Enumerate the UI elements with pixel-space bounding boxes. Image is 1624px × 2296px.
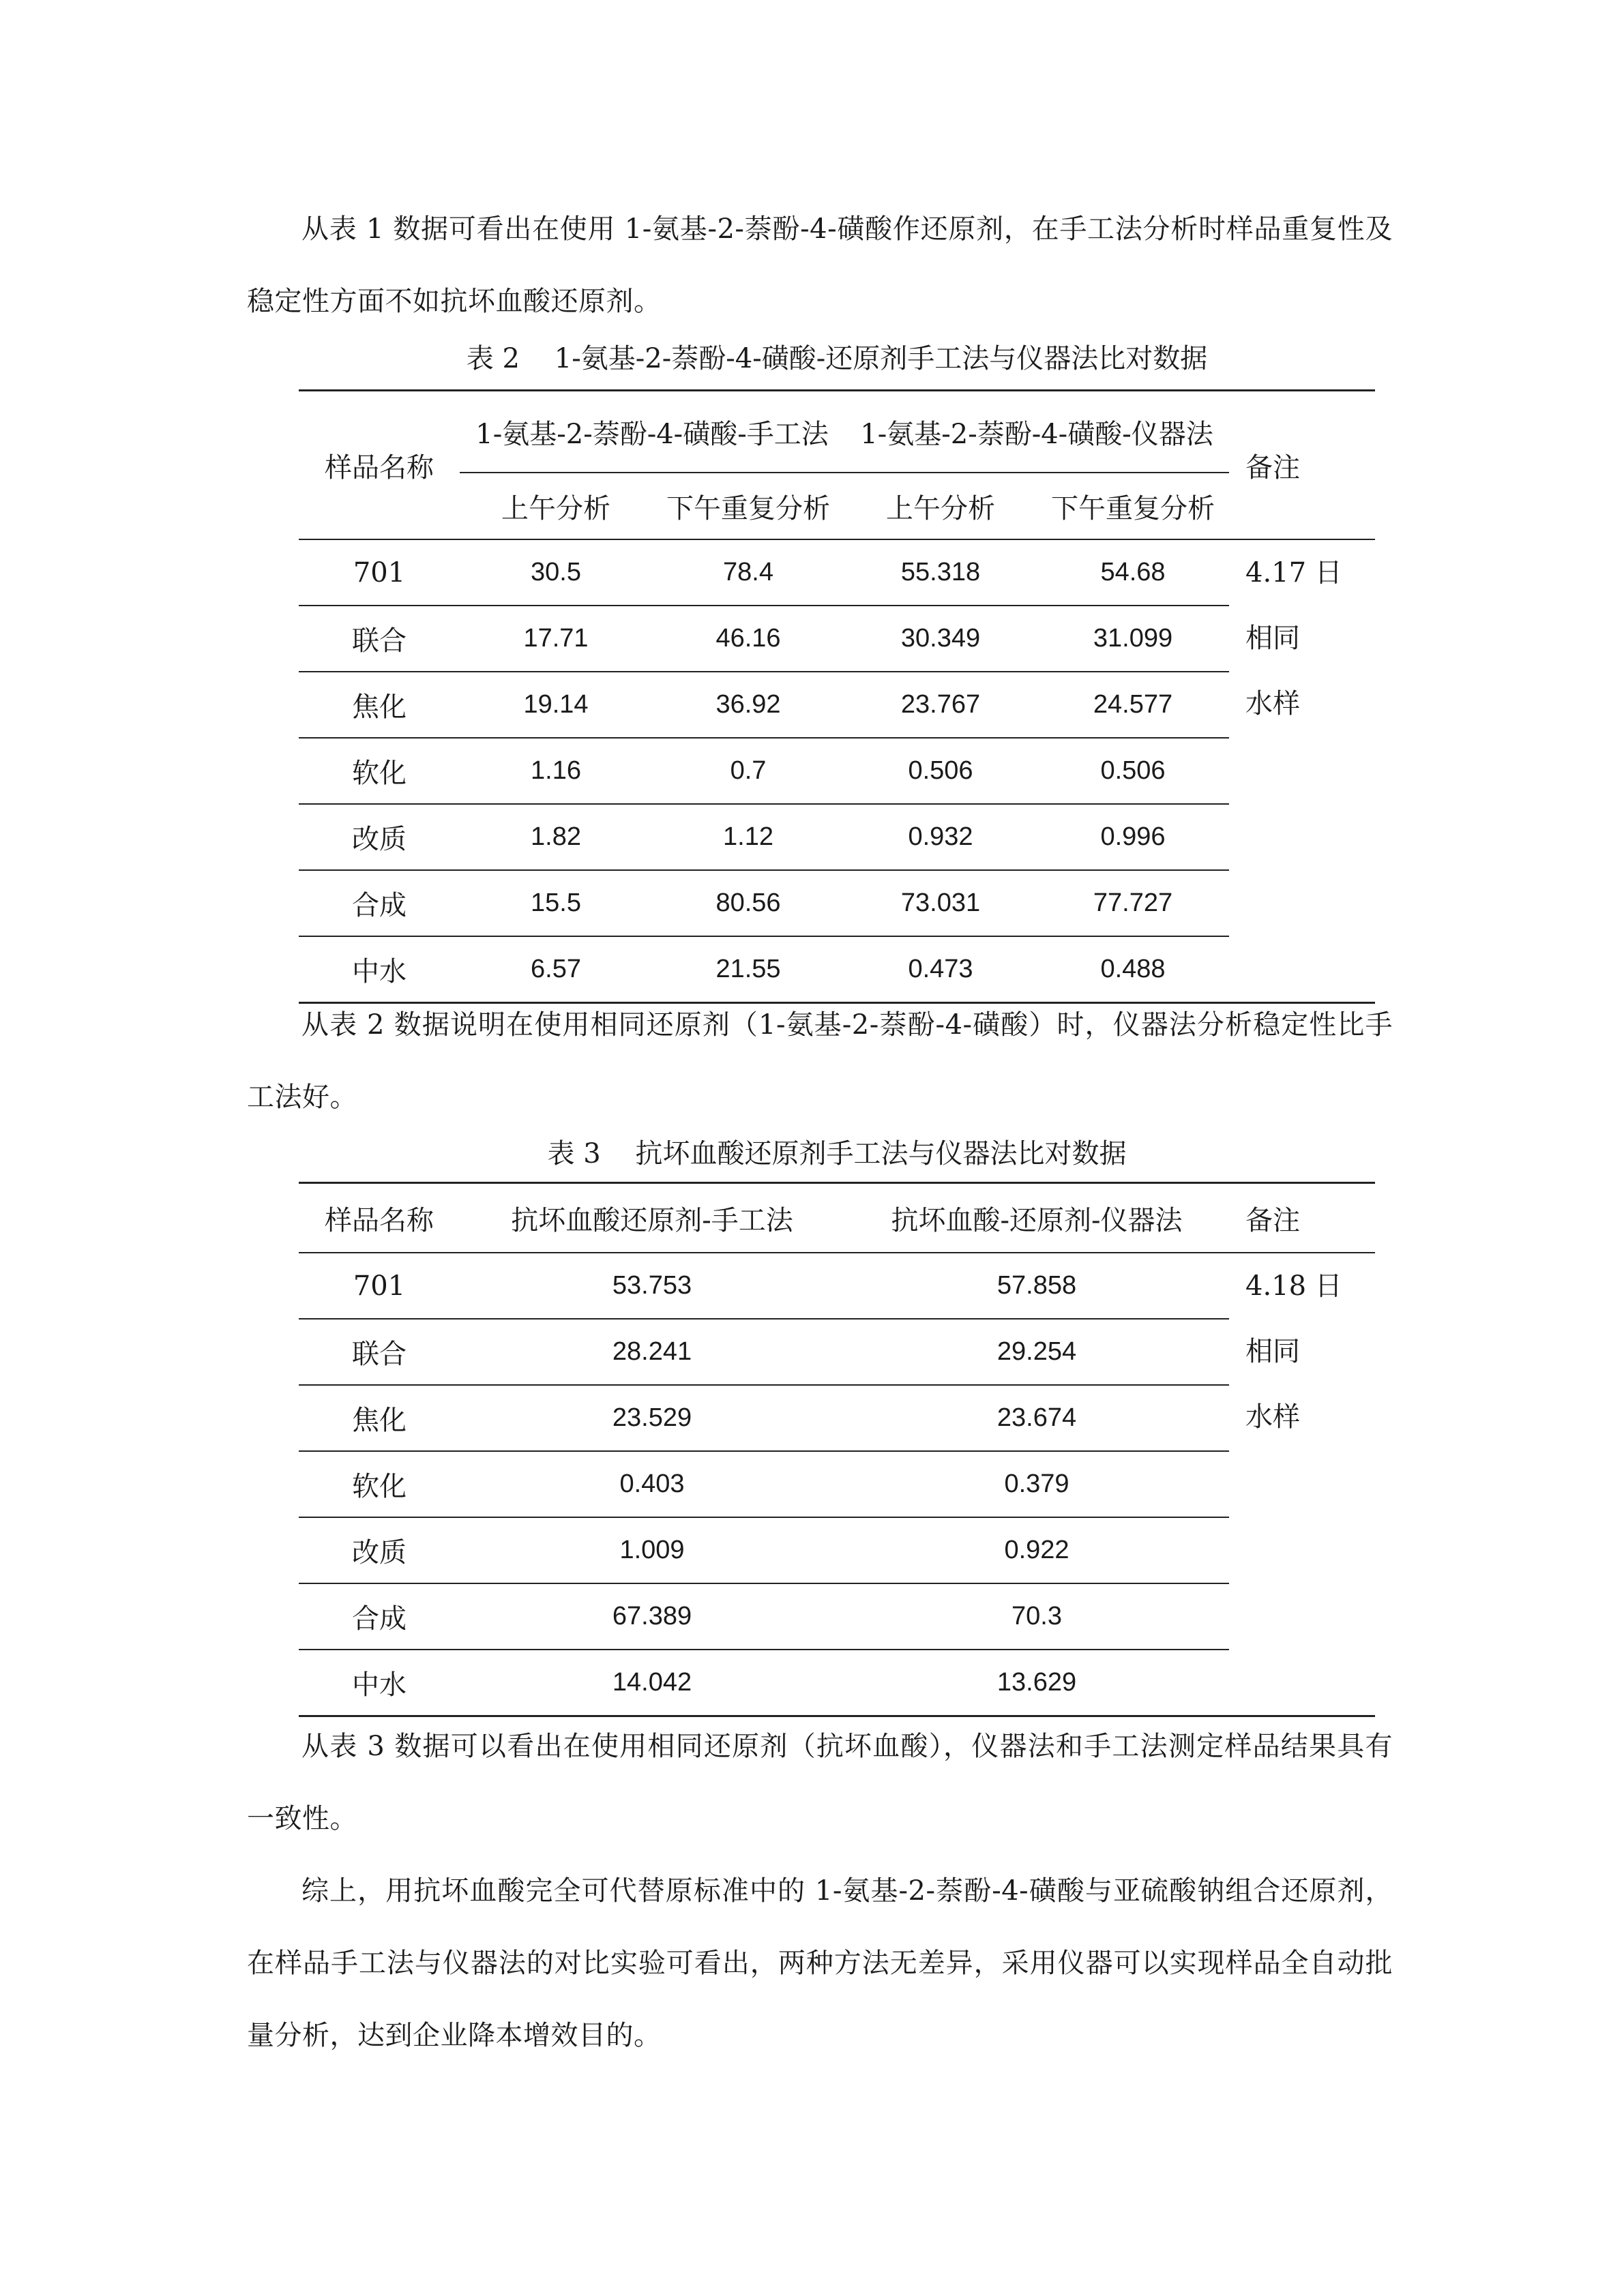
instrument-morning-value: 55.318 <box>844 539 1037 606</box>
instrument-value: 0.379 <box>844 1451 1229 1517</box>
table2-caption: 表 2 1-氨基-2-萘酚-4-磺酸-还原剂手工法与仪器法比对数据 <box>466 343 1208 374</box>
sample-name: 软化 <box>299 1451 460 1517</box>
table-row <box>299 606 1375 672</box>
sample-name: 焦化 <box>299 1385 460 1451</box>
manual-afternoon-value: 78.4 <box>652 539 844 606</box>
instrument-morning-value: 0.932 <box>844 804 1037 870</box>
remark-line: 4.17 日 <box>1245 557 1342 588</box>
instrument-value: 23.674 <box>844 1385 1229 1451</box>
sample-name: 联合 <box>299 606 460 672</box>
instrument-value: 57.858 <box>844 1253 1229 1319</box>
table-row <box>299 1385 1375 1451</box>
table2-header-sample: 样品名称 <box>299 391 460 540</box>
instrument-afternoon-value: 24.577 <box>1037 672 1229 738</box>
remark-line: 相同 <box>1245 623 1300 654</box>
table-row <box>299 672 1375 738</box>
manual-morning-value: 30.5 <box>460 539 652 606</box>
manual-morning-value: 19.14 <box>460 672 652 738</box>
paragraph-table3-conclusion: 从表 3 数据可以看出在使用相同还原剂（抗坏血酸），仪器法和手工法测定样品结果具有一致性。 <box>247 1731 1393 1834</box>
table2-header-instrument-group: 1-氨基-2-萘酚-4-磺酸-仪器法 <box>844 391 1229 473</box>
sample-name: 701 <box>299 1253 460 1319</box>
table2-remark-cell <box>1229 539 1375 1003</box>
remark-line: 水样 <box>1245 1401 1300 1433</box>
table2-header-instrument-afternoon: 下午重复分析 <box>1037 473 1229 539</box>
sample-name: 软化 <box>299 738 460 804</box>
table-row <box>299 870 1375 936</box>
instrument-morning-value: 0.473 <box>908 955 973 983</box>
manual-value: 23.529 <box>460 1385 844 1451</box>
table-row <box>299 1650 1375 1716</box>
instrument-value: 13.629 <box>996 1668 1077 1697</box>
paragraph-table2-conclusion: 从表 2 数据说明在使用相同还原剂（1-氨基-2-萘酚-4-磺酸）时，仪器法分析稳定性比手工法好。 <box>247 1009 1393 1113</box>
table-row <box>299 1451 1375 1517</box>
instrument-afternoon-value: 31.099 <box>1037 606 1229 672</box>
manual-afternoon-value: 36.92 <box>652 672 844 738</box>
table-row <box>299 1583 1375 1650</box>
table-row <box>299 738 1375 804</box>
instrument-value: 29.254 <box>844 1319 1229 1385</box>
manual-morning-value: 1.16 <box>460 738 652 804</box>
table2-header-manual-morning: 上午分析 <box>460 473 652 539</box>
table3-header-manual: 抗坏血酸还原剂-手工法 <box>460 1183 844 1253</box>
instrument-morning-value: 73.031 <box>844 870 1037 936</box>
manual-afternoon-value: 0.7 <box>652 738 844 804</box>
instrument-value: 0.922 <box>844 1517 1229 1583</box>
instrument-morning-value: 23.767 <box>844 672 1037 738</box>
table-row <box>299 539 1375 606</box>
manual-value: 28.241 <box>460 1319 844 1385</box>
instrument-afternoon-value: 77.727 <box>1037 870 1229 936</box>
instrument-afternoon-value: 54.68 <box>1037 539 1229 606</box>
instrument-morning-value: 0.506 <box>844 738 1037 804</box>
instrument-value: 70.3 <box>844 1583 1229 1650</box>
instrument-morning-value: 30.349 <box>844 606 1037 672</box>
sample-name: 改质 <box>299 1517 460 1583</box>
table2-header-instrument-morning: 上午分析 <box>844 473 1037 539</box>
manual-afternoon-value: 46.16 <box>652 606 844 672</box>
sample-name: 焦化 <box>299 672 460 738</box>
table3-header-remark: 备注 <box>1229 1183 1375 1253</box>
manual-value: 1.009 <box>460 1517 844 1583</box>
table3-remark-cell <box>1229 1253 1375 1716</box>
manual-afternoon-value: 1.12 <box>652 804 844 870</box>
remark-line: 水样 <box>1245 688 1300 719</box>
sample-name: 中水 <box>352 1669 407 1701</box>
manual-value: 14.042 <box>612 1668 692 1697</box>
manual-value: 67.389 <box>460 1583 844 1650</box>
table3-body <box>299 1253 1375 1716</box>
table2-body <box>299 539 1375 1003</box>
paragraph-intro: 从表 1 数据可看出在使用 1-氨基-2-萘酚-4-磺酸作还原剂，在手工法分析时样品重复性及稳定性方面不如抗坏血酸还原剂。 <box>247 213 1393 317</box>
sample-name: 联合 <box>299 1319 460 1385</box>
table-row <box>299 804 1375 870</box>
table3-header-sample: 样品名称 <box>299 1183 460 1253</box>
table-row <box>299 1253 1375 1319</box>
table2-header-manual-group: 1-氨基-2-萘酚-4-磺酸-手工法 <box>460 391 844 473</box>
table3-caption: 表 3 抗坏血酸还原剂手工法与仪器法比对数据 <box>547 1138 1127 1169</box>
remark-line: 4.18 日 <box>1245 1270 1342 1302</box>
manual-morning-value: 17.71 <box>460 606 652 672</box>
manual-morning-value: 6.57 <box>531 955 581 983</box>
sample-name: 改质 <box>299 804 460 870</box>
sample-name: 合成 <box>299 1583 460 1650</box>
remark-line: 相同 <box>1245 1336 1300 1367</box>
paragraph-summary: 综上，用抗坏血酸完全可代替原标准中的 1-氨基-2-萘酚-4-磺酸与亚硫酸钠组合还原剂，在样品手工法与仪器法的对比实验可看出，两种方法无差异，采用仪器可以实现样品全自动批量分析，达到企业降本增效目的。 <box>247 1875 1393 2051</box>
manual-value: 0.403 <box>460 1451 844 1517</box>
manual-value: 53.753 <box>460 1253 844 1319</box>
table-row <box>299 1319 1375 1385</box>
table2-header-remark: 备注 <box>1229 391 1375 540</box>
manual-morning-value: 1.82 <box>460 804 652 870</box>
manual-morning-value: 15.5 <box>460 870 652 936</box>
instrument-afternoon-value: 0.996 <box>1037 804 1229 870</box>
sample-name: 中水 <box>352 956 407 987</box>
manual-afternoon-value: 21.55 <box>715 955 781 983</box>
table3 <box>299 1182 1375 1717</box>
table2 <box>299 389 1375 1004</box>
table-row <box>299 1517 1375 1583</box>
manual-afternoon-value: 80.56 <box>652 870 844 936</box>
instrument-afternoon-value: 0.488 <box>1100 955 1166 983</box>
sample-name: 701 <box>299 539 460 606</box>
table3-header-instrument: 抗坏血酸-还原剂-仪器法 <box>844 1183 1229 1253</box>
table2-header-manual-afternoon: 下午重复分析 <box>652 473 844 539</box>
sample-name: 合成 <box>299 870 460 936</box>
instrument-afternoon-value: 0.506 <box>1037 738 1229 804</box>
